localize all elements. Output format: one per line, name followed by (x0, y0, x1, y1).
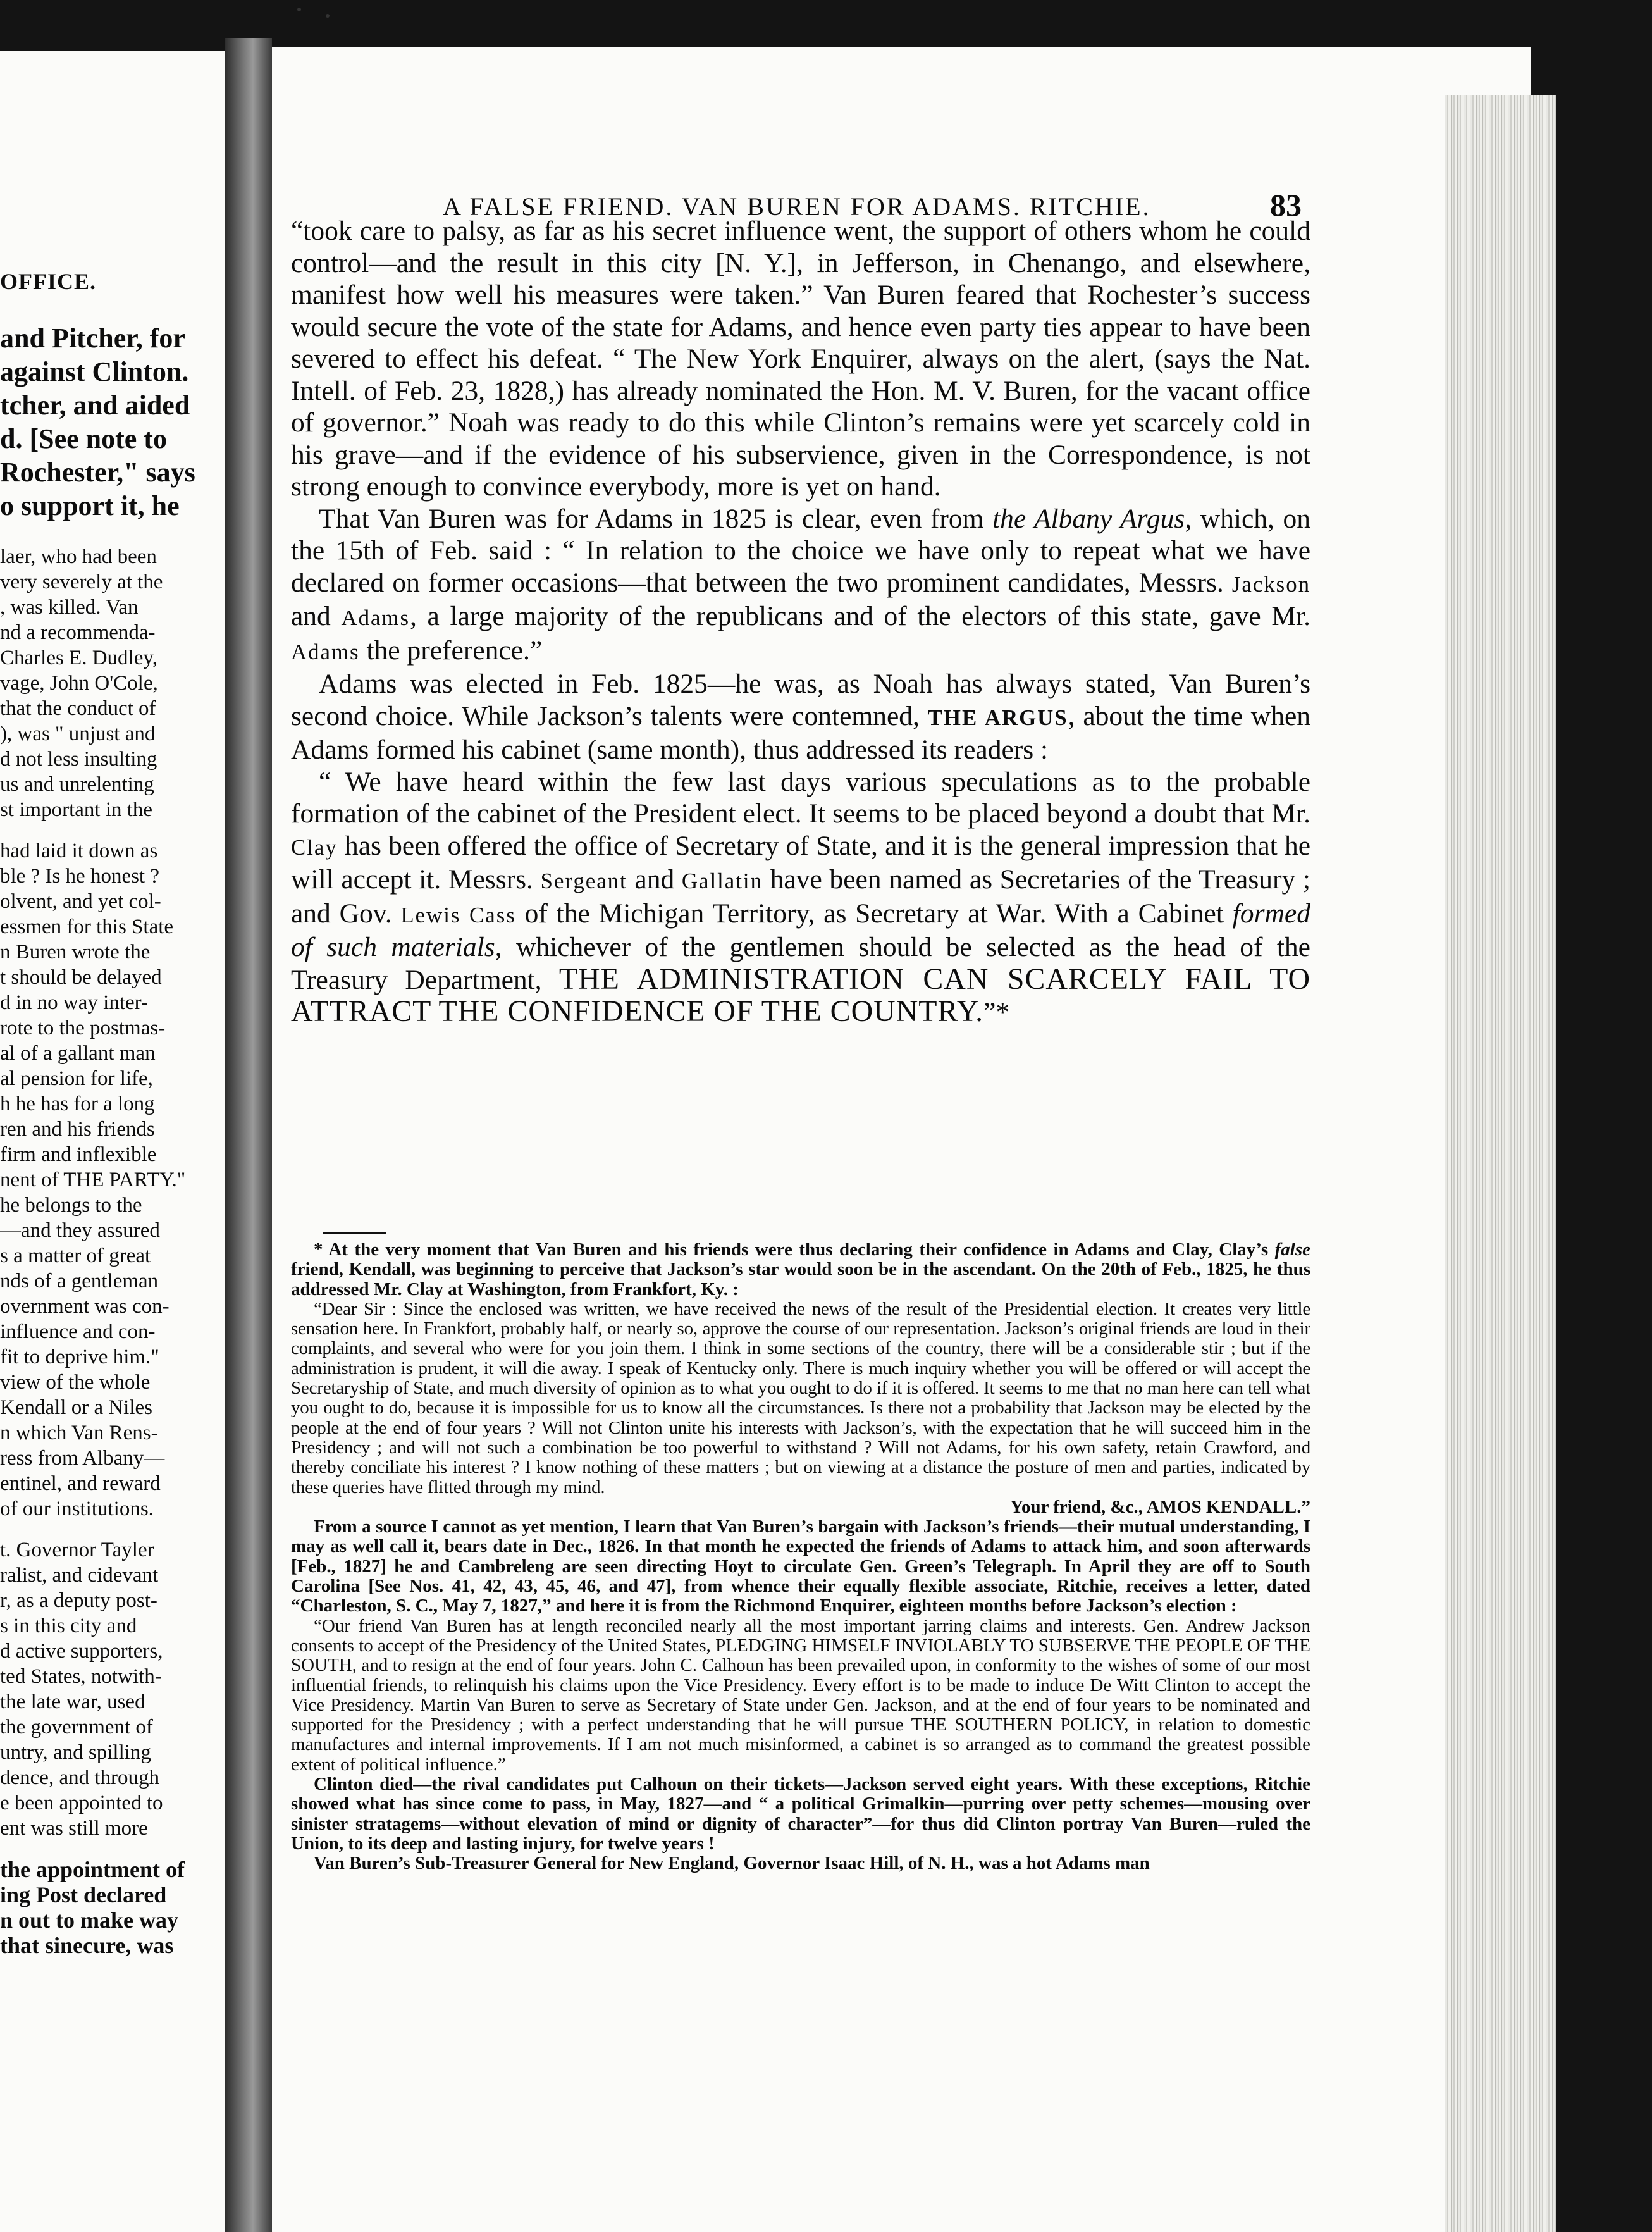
left-page-line: against Clinton. (0, 356, 189, 387)
left-page-line: ble ? Is he honest ? (0, 865, 159, 888)
left-page-line: , was killed. Van (0, 596, 139, 619)
left-page-line: essmen for this State (0, 915, 174, 938)
left-page-line: al of a gallant man (0, 1042, 156, 1065)
footnote: From a source I cannot as yet mention, I learn that Van Buren’s bargain with Jackson’s friends—their mutual understanding, I may as well call it, bears date in Dec., 1826. In that month he expected the friends of Adams to attack him, and soon afterwards [Feb., 1827] he and Cambreleng are seen directing Hoyt to circulate Gen. Green’s Telegraph. In April they are off to South Carolina [See Nos. 41, 42, 43, 45, 46, and 47], from whence their equally flexible associate, Ritchie, receives a letter, dated “Charleston, S. C., May 7, 1827,” and here it is from the Richmond Enquirer, eighteen months before Jackson’s election : (291, 1516, 1310, 1616)
footnote-quote: “Our friend Van Buren has at length reconciled nearly all the most important jarring claims and interests. Gen. Andrew Jackson consents to accept of the Presidency of the United States, PLEDGING HIMSELF INVIOLABLY TO SUBSERVE THE PEOPLE OF THE SOUTH, and to resign at the end of four years. John C. Calhoun has been prevailed upon, in conformity to the wishes of some of our most influential friends, to relinquish his claims upon the Vice Presidency. Every effort is to be made to induce De Witt Clinton to accept the Vice Presidency. Martin Van Buren to serve as Secretary of State under Gen. Jackson, and at the end of four years to be nominated and supported for the Presidency ; with a perfect understanding that he will pursue THE SOUTHERN POLICY, in relation to domestic manufactures and internal improvements. If I am not much misinformed, a cabinet is so arranged as to command the greatest possible extent of political influence.” (291, 1615, 1310, 1775)
left-page-line: vage, John O'Cole, (0, 672, 158, 695)
left-page-line: olvent, and yet col- (0, 890, 161, 913)
footnote-rule (323, 1232, 386, 1234)
page-number: 83 (1270, 187, 1302, 223)
left-page-line: n which Van Rens- (0, 1422, 158, 1444)
left-page-line: ted States, notwith- (0, 1665, 162, 1688)
left-page-line: t. Governor Tayler (0, 1539, 154, 1561)
left-page-line: ress from Albany— (0, 1447, 165, 1470)
left-page-line: —and they assured (0, 1219, 160, 1242)
left-page-line: r, as a deputy post- (0, 1589, 157, 1612)
paragraph: That Van Buren was for Adams in 1825 is clear, even from the Albany Argus, which, on the 15th of Feb. said : “ In relation to the choice we have only to repeat what we have declared on former occasions—that between the two prominent candidates, Messrs. Jackson and Adams, a large majority of the republicans and of the electors of this state, gave Mr. Adams the preference.” (291, 503, 1311, 666)
left-page-line: t should be delayed (0, 966, 162, 989)
left-page-line: influence and con- (0, 1320, 156, 1343)
left-page-line: and Pitcher, for (0, 323, 185, 354)
left-page-line: s a matter of great (0, 1244, 151, 1267)
left-page-line: h he has for a long (0, 1093, 155, 1115)
left-page-line: overnment was con- (0, 1295, 170, 1318)
left-page-line: d. [See note to (0, 423, 167, 454)
left-page-line: that sinecure, was (0, 1933, 174, 1958)
paragraph: “took care to palsy, as far as his secret influence went, the support of others whom he could control—and the result in this city [N. Y.], in Jefferson, in Chenango, and elsewhere, manifest how well his measures were taken.” Van Buren feared that Rochester’s success would secure the vote of the state for Adams, and hence even party ties appear to have been severed to effect his defeat. “ The New York Enquirer, always on the alert, (says the Nat. Intell. of Feb. 23, 1828,) has already nominated the Hon. M. V. Buren, for the vacant office of governor.” Noah was ready to do this while Clinton’s remains were yet scarcely cold in his grave—and if the evidence of his subservience, given in the Correspondence, is not strong enough to convince everybody, more is yet on hand. (291, 216, 1310, 502)
left-page-line: Kendall or a Niles (0, 1396, 153, 1419)
left-page-line: the government of (0, 1716, 153, 1739)
left-page-line: d active supporters, (0, 1640, 163, 1663)
left-page-line: ), was " unjust and (0, 722, 156, 745)
left-page-line: rote to the postmas- (0, 1017, 166, 1039)
left-page-line: ren and his friends (0, 1118, 155, 1141)
left-page-line: OFFICE. (0, 269, 97, 294)
left-page-line: al pension for life, (0, 1067, 153, 1090)
left-page-line: of our institutions. (0, 1497, 154, 1520)
left-page-line: st important in the (0, 798, 153, 821)
left-page-line: view of the whole (0, 1371, 151, 1394)
left-page-line: the appointment of (0, 1857, 185, 1882)
left-page-line: d not less insulting (0, 748, 157, 771)
footnote-signature: Your friend, &c., AMOS KENDALL.” (1010, 1496, 1310, 1517)
quoted-paragraph: “ We have heard within the few last days various speculations as to the probable formation of the cabinet of the President elect. It seems to be placed beyond a doubt that Mr. Clay has been offered the office of Secretary of State, and it is the general impression that he will accept it. Messrs. Sergeant and Gallatin have been named as Secretaries of the Treasury ; and Gov. Lewis Cass of the Michigan Territory, as Secretary at War. With a Cabinet formed of such materials, whichever of the gentlemen should be selected as the head of the Treasury Department, THE ADMINISTRATION CAN SCARCELY FAIL TO ATTRACT THE CONFIDENCE OF THE COUNTRY.”* (291, 766, 1310, 1028)
left-page-line: o support it, he (0, 490, 180, 521)
left-page-line: ing Post declared (0, 1882, 167, 1907)
footnote: * At the very moment that Van Buren and his friends were thus declaring their confidence in Adams and Clay, Clay’s false friend, Kendall, was beginning to perceive that Jackson’s star would soon be in the ascendant. On the 20th of Feb., 1825, he thus addressed Mr. Clay at Washington, from Frankfort, Ky. : (291, 1239, 1310, 1299)
left-page-line: us and unrelenting (0, 773, 154, 796)
left-page-line: untry, and spilling (0, 1741, 151, 1764)
scan-speck (297, 8, 301, 11)
left-page-line: firm and inflexible (0, 1143, 157, 1166)
left-page-line: dence, and through (0, 1766, 159, 1789)
left-page-line: ralist, and cidevant (0, 1564, 159, 1587)
left-page-line: very severely at the (0, 571, 163, 593)
left-page-line: the late war, used (0, 1690, 145, 1713)
left-page-line: fit to deprive him." (0, 1346, 159, 1368)
left-page-line: e been appointed to (0, 1792, 163, 1814)
page-edges (1445, 95, 1556, 2232)
running-head: A FALSE FRIEND. VAN BUREN FOR ADAMS. RITCHIE. (443, 192, 1151, 221)
scan-speck (326, 14, 330, 18)
left-page-line: he belongs to the (0, 1194, 142, 1217)
left-page-line: tcher, and aided (0, 390, 190, 421)
footnote-letter: “Dear Sir : Since the enclosed was written, we have received the news of the result of the Presidential election. It creates very little sensation here. In Frankfort, probably half, or nearly so, approve the course of our representation. Jackson’s original friends are loud in their complaints, and several who were for you join them. I think in some sections of the country, there will be a considerable stir ; but if the administration is prudent, it will die away. I speak of Kentucky only. There is much inquiry whether you will be offered or will accept the Secretaryship of State, and much diversity of opinion as to what you ought to do if it is offered. It seems to me that no man here can tell what you ought to do, because it is impossible for us to know all the circumstances. Is there not a probability that Jackson may be elected by the people at the end of four years ? Will not Clinton unite his interests with Jackson’s, with the expectation that he will succeed him in the Presidency ; and will not such a combination be too powerful to withstand ? Will not Adams, for his own safety, retain Crawford, and thereby conciliate his interest ? I know nothing of these matters ; but on viewing at a distance the posture of men and parties, indicated by these queries have flitted through my mind. (291, 1298, 1310, 1497)
left-page-line: nent of THE PARTY." (0, 1169, 186, 1191)
footnote: Clinton died—the rival candidates put Calhoun on their tickets—Jackson served eight years. With these exceptions, Ritchie showed what has since come to pass, in May, 1827—and “ a political Grimalkin—purring over petty schemes—mousing over sinister stratagems—without elevation of mind or dignity of character”—for thus did Clinton portray Van Buren—ruled the Union, to its deep and lasting injury, for twelve years ! (291, 1774, 1310, 1854)
footnotes (291, 1240, 1310, 1874)
body-text (291, 215, 1310, 1029)
left-page-line: n out to make way (0, 1907, 179, 1933)
paragraph: Adams was elected in Feb. 1825—he was, as Noah has always stated, Van Buren’s second choice. While Jackson’s talents were contemned, THE ARGUS, about the time when Adams formed his cabinet (same month), thus addressed its readers : (291, 669, 1310, 765)
left-page-line: nds of a gentleman (0, 1270, 159, 1293)
book-gutter (225, 38, 272, 2232)
left-page-line: had laid it down as (0, 840, 158, 862)
left-page-line: nd a recommenda- (0, 621, 156, 644)
left-page-line: d in no way inter- (0, 991, 148, 1014)
left-page-line: Rochester," says (0, 457, 195, 488)
left-page-line: s in this city and (0, 1615, 137, 1637)
right-page (272, 47, 1531, 2232)
left-page-line: laer, who had been (0, 545, 157, 568)
left-page-line: Charles E. Dudley, (0, 647, 157, 669)
footnote: Van Buren’s Sub-Treasurer General for New England, Governor Isaac Hill, of N. H., was a hot Adams man (314, 1853, 1150, 1874)
left-page-line: n Buren wrote the (0, 941, 151, 964)
left-page-line: ent was still more (0, 1817, 148, 1840)
left-page (0, 51, 225, 2232)
left-page-line: that the conduct of (0, 697, 156, 720)
left-page-line: entinel, and reward (0, 1472, 161, 1495)
